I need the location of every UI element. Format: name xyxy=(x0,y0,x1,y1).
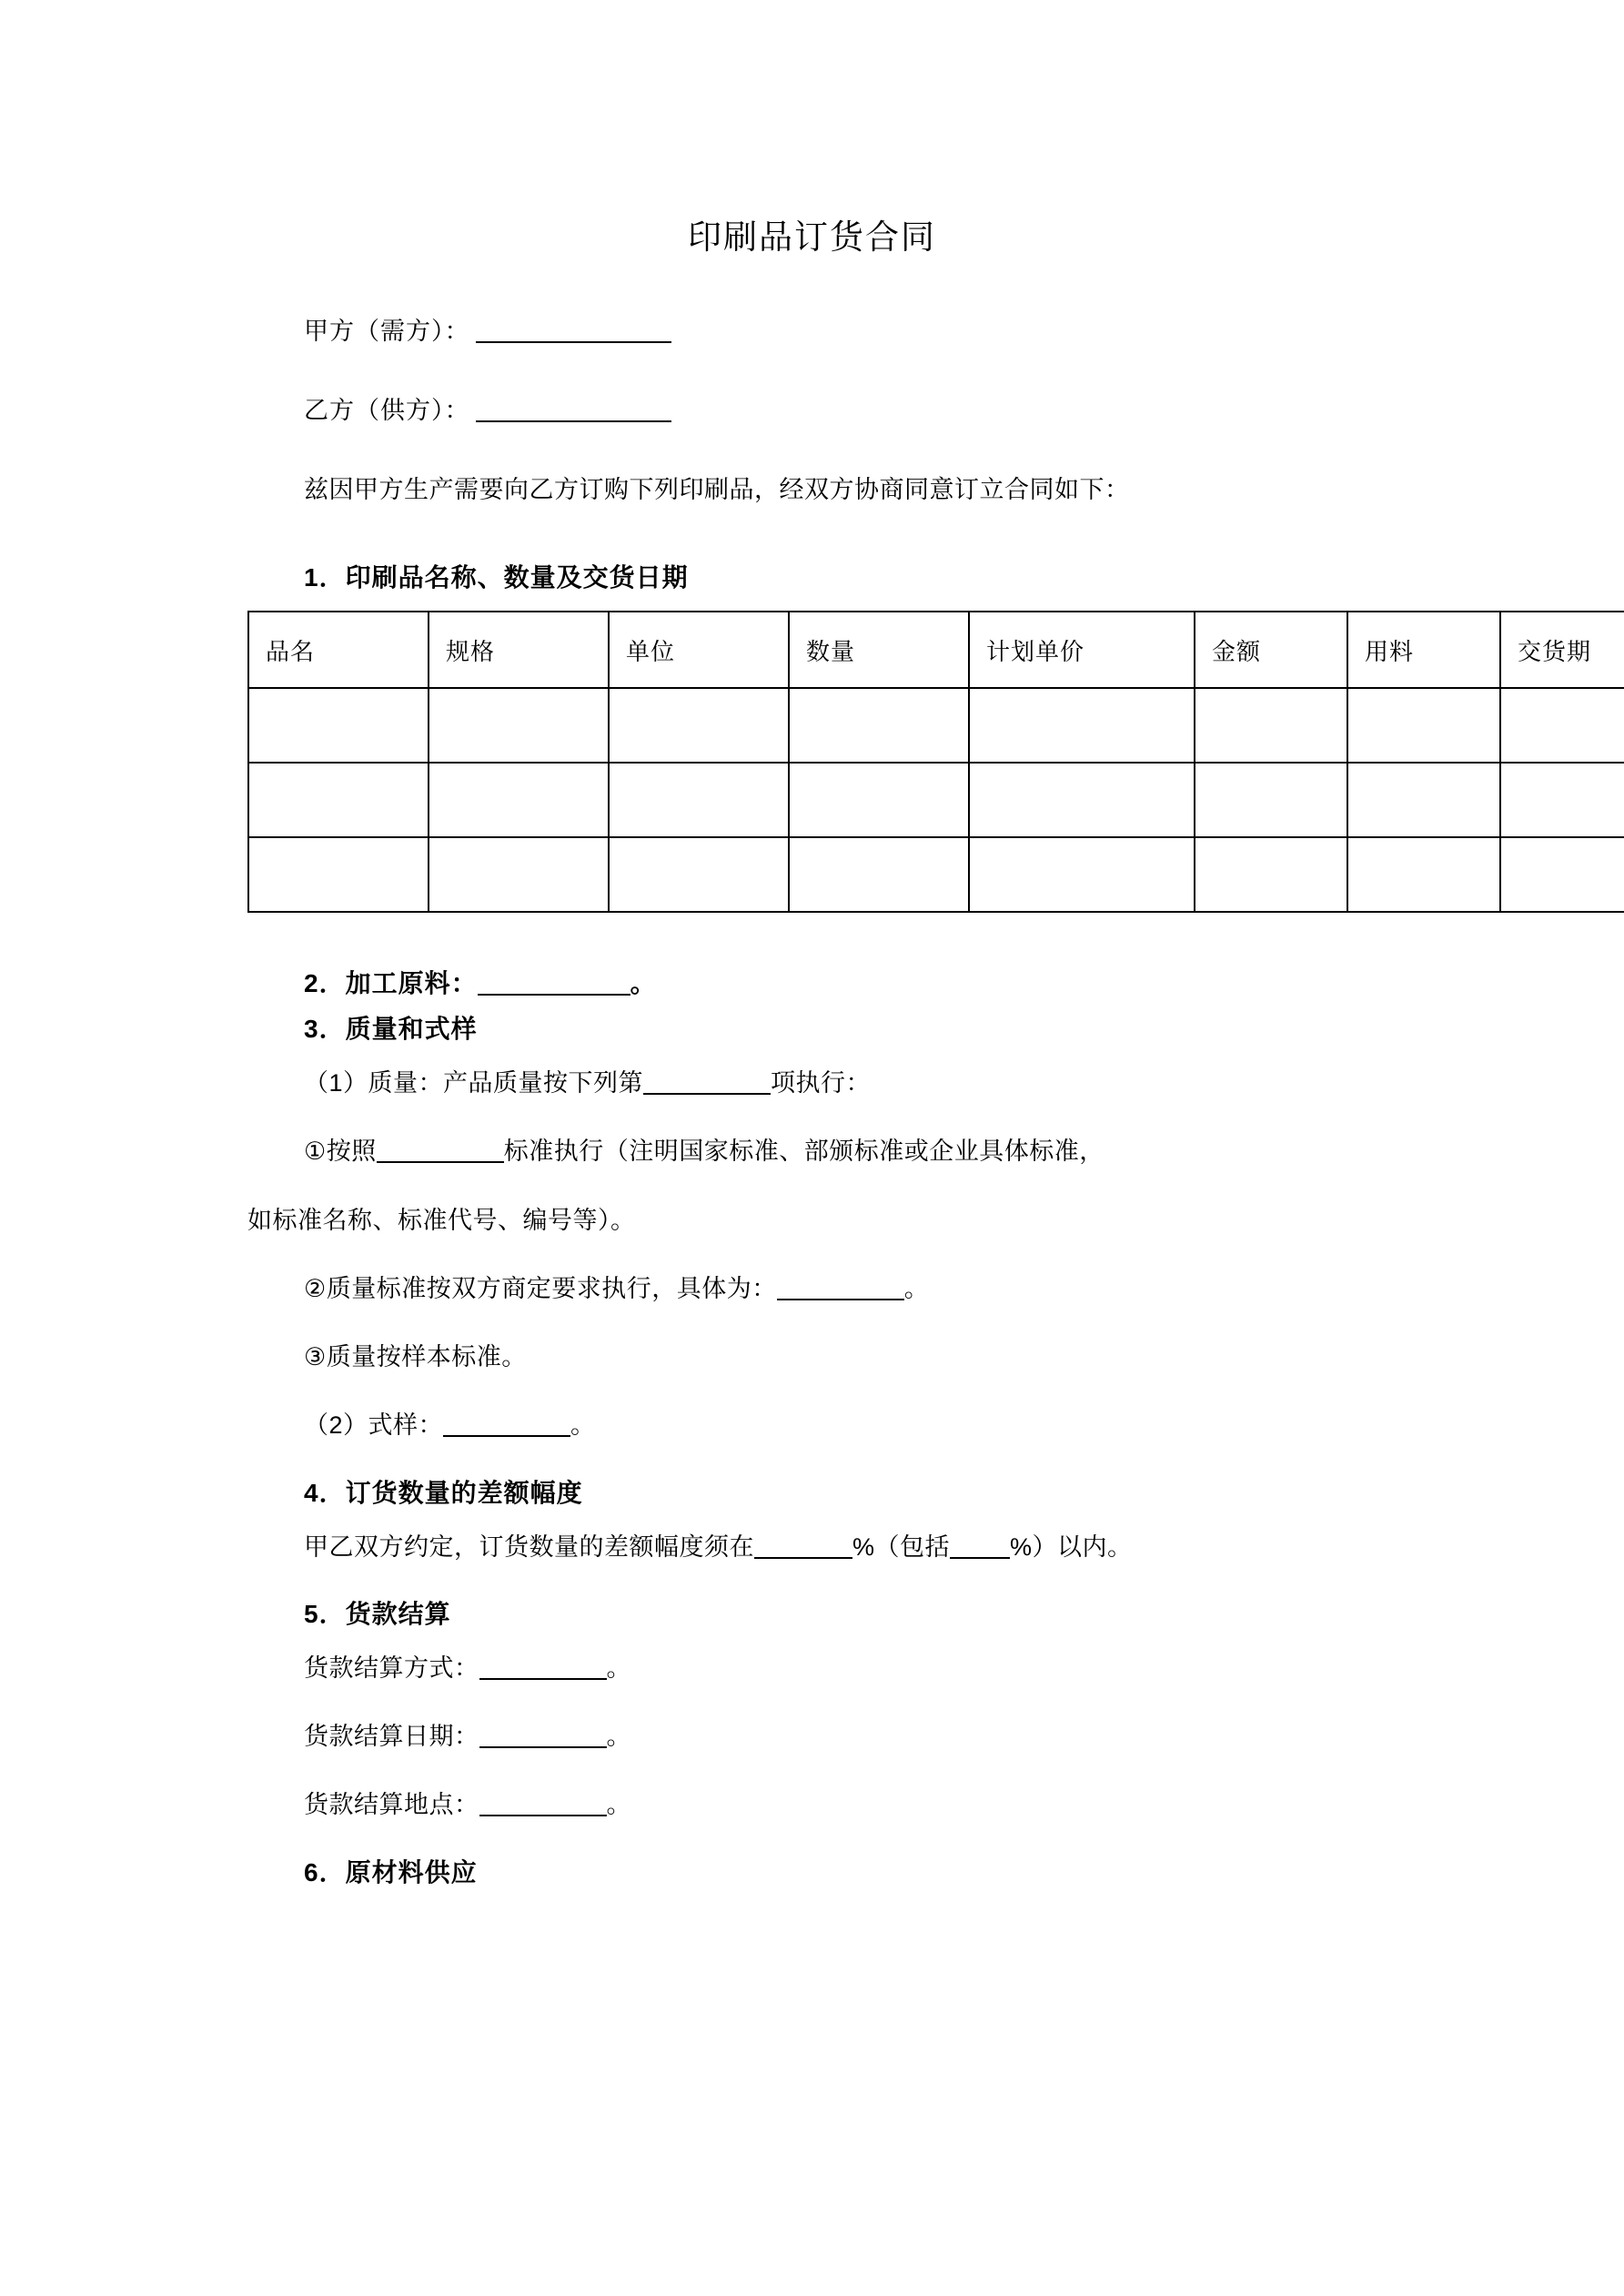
style-field[interactable] xyxy=(443,1435,570,1437)
table-cell[interactable] xyxy=(1195,763,1347,837)
processing-material-field[interactable] xyxy=(478,994,630,996)
variance-percent-field[interactable] xyxy=(754,1557,852,1559)
section-2-suffix: 。 xyxy=(630,969,657,997)
settlement-place-pre: 货款结算地点： xyxy=(304,1791,479,1819)
table-cell[interactable] xyxy=(789,837,969,912)
table-col-header-name: 品名 xyxy=(248,612,429,688)
standard-field[interactable] xyxy=(377,1161,504,1163)
settlement-method-post: 。 xyxy=(606,1654,631,1682)
section-heading-1: 1．印刷品名称、数量及交货日期 xyxy=(304,563,689,592)
table-cell[interactable] xyxy=(1500,763,1624,837)
table-header-row xyxy=(248,612,1624,688)
table-cell[interactable] xyxy=(609,837,789,912)
table-col-header-material: 用料 xyxy=(1347,612,1500,688)
party-a-field[interactable] xyxy=(476,341,671,343)
section-heading-3: 3．质量和式样 xyxy=(304,1015,478,1043)
quantity-variance-mid: %（包括 xyxy=(852,1532,951,1561)
settlement-place-post: 。 xyxy=(606,1791,631,1819)
quality-item-2 xyxy=(247,1130,1377,1173)
quantity-variance-post: %）以内。 xyxy=(1010,1532,1133,1561)
table-cell[interactable] xyxy=(609,688,789,763)
quality-clause-field[interactable] xyxy=(643,1093,771,1095)
table-cell[interactable] xyxy=(429,688,609,763)
table-cell[interactable] xyxy=(1347,837,1500,912)
section-2-label: 2．加工原料： xyxy=(304,969,478,997)
table-cell[interactable] xyxy=(248,837,429,912)
style-item-post: 。 xyxy=(570,1411,596,1440)
settlement-date-post: 。 xyxy=(606,1723,631,1750)
table-cell[interactable] xyxy=(429,837,609,912)
party-b-label: 乙方（供方）： xyxy=(304,397,470,424)
page-title: 印刷品订货合同 xyxy=(688,218,936,256)
table-col-header-unit: 单位 xyxy=(609,612,789,688)
style-item-pre: （2）式样： xyxy=(304,1411,444,1440)
party-b-line xyxy=(247,390,1377,426)
party-a-line xyxy=(247,311,1377,347)
table-cell[interactable] xyxy=(1347,688,1500,763)
settlement-method xyxy=(247,1647,1377,1690)
table-cell[interactable] xyxy=(248,763,429,837)
quantity-variance-paragraph xyxy=(247,1526,1377,1569)
settlement-place-field[interactable] xyxy=(479,1815,607,1816)
table-cell[interactable] xyxy=(248,688,429,763)
section-heading-4: 4．订货数量的差额幅度 xyxy=(304,1478,583,1507)
quality-item-2-post: 标准执行（注明国家标准、部颁标准或企业具体标准， xyxy=(503,1138,1105,1166)
table-cell[interactable] xyxy=(969,763,1195,837)
quality-item-1 xyxy=(247,1062,1377,1105)
quality-item-3-pre: ②质量标准按双方商定要求执行，具体为： xyxy=(304,1274,777,1302)
settlement-date xyxy=(247,1715,1377,1758)
table-cell[interactable] xyxy=(789,763,969,837)
table-col-header-price: 计划单价 xyxy=(969,612,1195,688)
settlement-method-field[interactable] xyxy=(479,1678,607,1680)
table-cell[interactable] xyxy=(969,837,1195,912)
table-row xyxy=(248,837,1624,912)
quality-item-2-pre: ①按照 xyxy=(304,1138,377,1166)
table-col-header-delivery: 交货期 xyxy=(1500,612,1624,688)
goods-table xyxy=(247,611,1624,913)
settlement-place xyxy=(247,1784,1377,1826)
table-row xyxy=(248,763,1624,837)
intro-paragraph: 兹因甲方生产需要向乙方订购下列印刷品，经双方协商同意订立合同如下： xyxy=(304,476,1130,503)
table-cell[interactable] xyxy=(1195,837,1347,912)
section-heading-5: 5．货款结算 xyxy=(304,1599,451,1628)
quality-item-2-continuation: 如标准名称、标准代号、编号等）。 xyxy=(247,1206,636,1234)
style-item xyxy=(247,1404,1377,1447)
section-heading-2 xyxy=(247,964,1377,1000)
settlement-method-pre: 货款结算方式： xyxy=(304,1654,479,1682)
table-col-header-qty: 数量 xyxy=(789,612,969,688)
table-row xyxy=(248,688,1624,763)
quality-item-4: ③质量按样本标准。 xyxy=(304,1343,527,1371)
settlement-date-pre: 货款结算日期： xyxy=(304,1723,479,1750)
table-cell[interactable] xyxy=(609,763,789,837)
quality-item-1-post: 项执行： xyxy=(771,1069,872,1097)
table-col-header-spec: 规格 xyxy=(429,612,609,688)
table-cell[interactable] xyxy=(1500,837,1624,912)
quality-item-3-post: 。 xyxy=(903,1274,930,1302)
quality-item-3 xyxy=(247,1268,1377,1310)
table-cell[interactable] xyxy=(1195,688,1347,763)
table-cell[interactable] xyxy=(789,688,969,763)
settlement-date-field[interactable] xyxy=(479,1746,607,1748)
table-cell[interactable] xyxy=(1500,688,1624,763)
table-cell[interactable] xyxy=(429,763,609,837)
quality-item-1-pre: （1）质量：产品质量按下列第 xyxy=(304,1069,644,1097)
agreed-standard-field[interactable] xyxy=(777,1299,904,1300)
table-cell[interactable] xyxy=(969,688,1195,763)
quantity-variance-pre: 甲乙双方约定，订货数量的差额幅度须在 xyxy=(304,1532,754,1561)
section-heading-6: 6．原材料供应 xyxy=(304,1857,478,1886)
table-cell[interactable] xyxy=(1347,763,1500,837)
party-b-field[interactable] xyxy=(476,420,671,422)
variance-include-percent-field[interactable] xyxy=(950,1557,1010,1559)
party-a-label: 甲方（需方）： xyxy=(304,318,470,345)
table-col-header-amount: 金额 xyxy=(1195,612,1347,688)
